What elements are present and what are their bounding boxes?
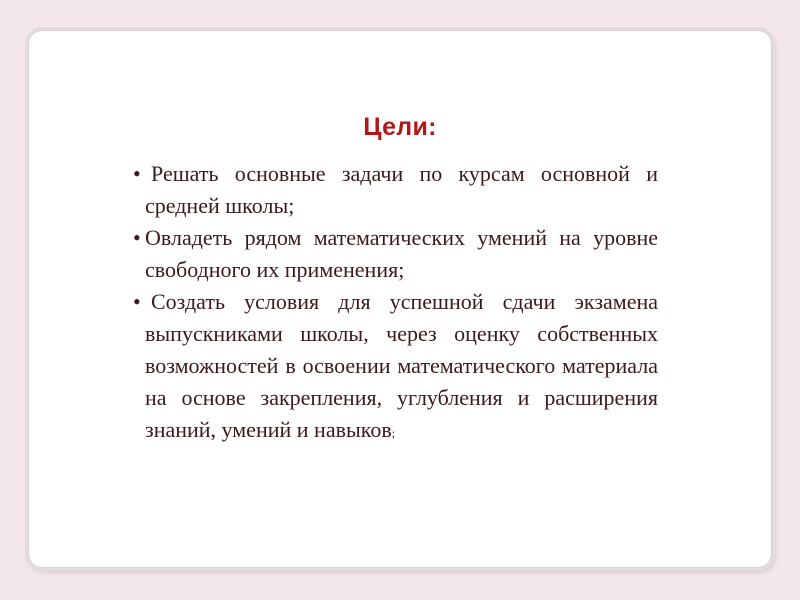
goal-item-1 xyxy=(133,158,658,222)
goal-text-1: Решать основные задачи по курсам основной и средней школы; xyxy=(145,161,658,218)
bullet-icon: • xyxy=(133,225,141,250)
goal-text-2: Овладеть рядом математических умений на уровне свободного их применения; xyxy=(145,225,658,282)
bullet-icon: • xyxy=(133,289,141,314)
slide-title: Цели: xyxy=(363,113,437,141)
goal-text-3-wrapper xyxy=(145,286,658,449)
goal-text-3: Создать условия для успешной сдачи экзамена выпускниками школы, через оценку собственных возможностей в освоении математического материала на основе закрепления, углубления и расширения знаний, умений и навыков xyxy=(145,289,658,442)
goal-item-2 xyxy=(133,222,658,286)
bullet-icon: • xyxy=(133,161,141,186)
goals-list xyxy=(133,158,658,449)
goal-text-3-tail: ; xyxy=(391,426,396,440)
goal-item-3 xyxy=(133,286,658,449)
